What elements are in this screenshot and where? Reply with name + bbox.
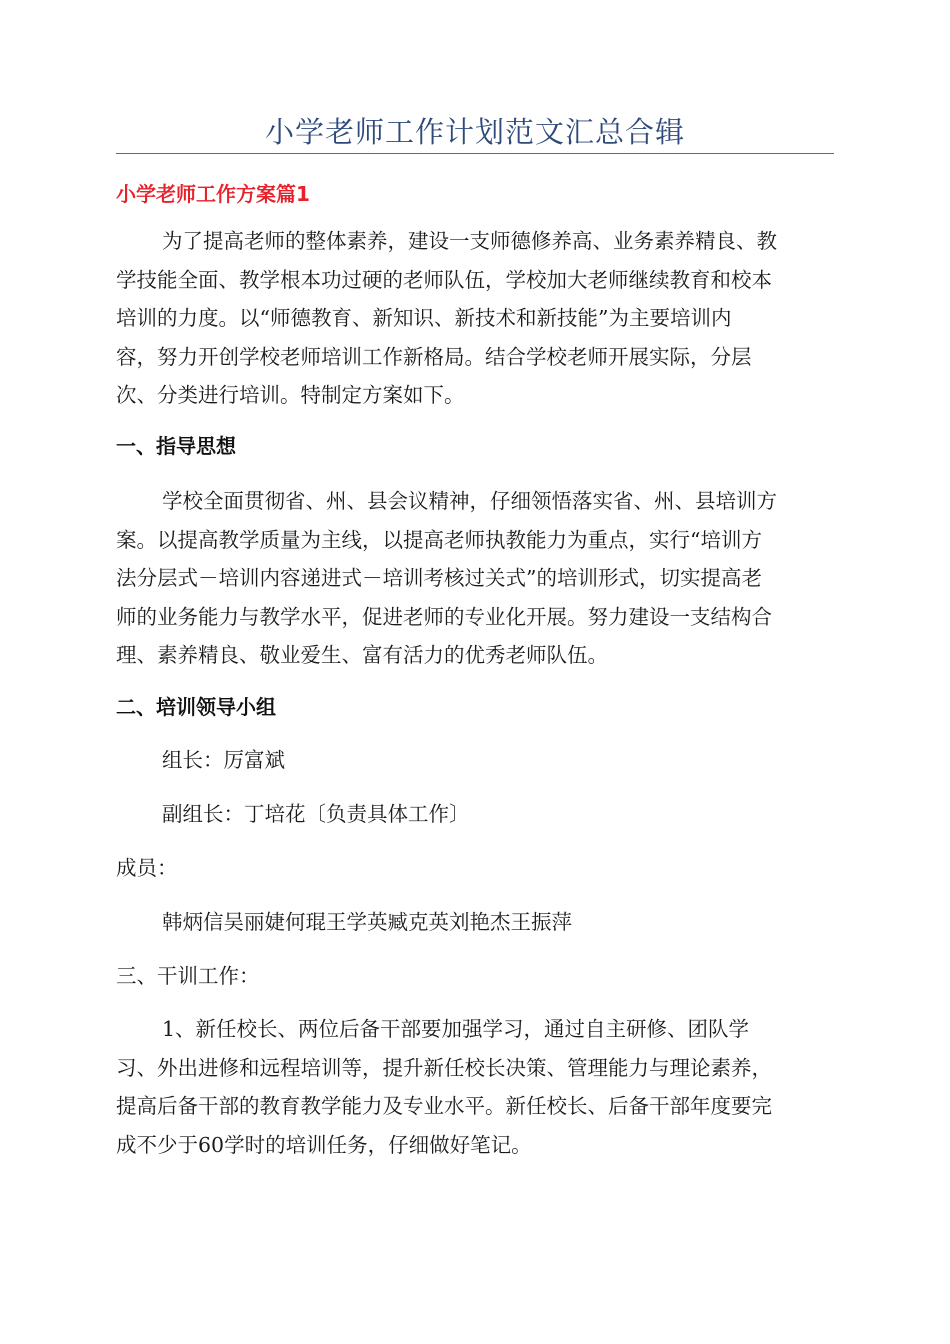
- members-list: 韩炳信吴丽婕何琨王学英臧克英刘艳杰王振萍: [162, 910, 572, 934]
- heading-leadership-group: 二、培训领导小组: [116, 695, 276, 719]
- intro-line: 为了提高老师的整体素养，建设一支师德修养高、业务素养精良、教: [162, 229, 777, 253]
- paragraph-line: 习、外出进修和远程培训等，提升新任校长决策、管理能力与理论素养，: [116, 1055, 772, 1080]
- paragraph-line: 成不少于60学时的培训任务，仔细做好笔记。: [116, 1132, 532, 1157]
- title-underline: [116, 153, 834, 154]
- paragraph-line: 法分层式－培训内容递进式－培训考核过关式”的培训形式，切实提高老: [116, 566, 762, 590]
- guiding-thought-paragraph: [116, 482, 834, 675]
- intro-line: 培训的力度。以“师德教育、新知识、新技术和新技能”为主要培训内: [116, 306, 732, 330]
- paragraph-line: 理、素养精良、敬业爱生、富有活力的优秀老师队伍。: [116, 643, 608, 667]
- intro-line: 学技能全面、教学根本功过硬的老师队伍，学校加大老师继续教育和校本: [116, 267, 772, 292]
- paragraph-line: 1、新任校长、两位后备干部要加强学习，通过自主研修、团队学: [162, 1017, 750, 1041]
- paragraph-line: 学校全面贯彻省、州、县会议精神，仔细领悟落实省、州、县培训方: [162, 489, 777, 513]
- section-title: 小学老师工作方案篇1: [116, 182, 310, 206]
- paragraph-line: 提高后备干部的教育教学能力及专业水平。新任校长、后备干部年度要完: [116, 1094, 772, 1118]
- document-title: 小学老师工作计划范文汇总合辑: [264, 115, 685, 149]
- paragraph-line: 师的业务能力与教学水平，促进老师的专业化开展。努力建设一支结构合: [116, 604, 772, 629]
- intro-line: 容，努力开创学校老师培训工作新格局。结合学校老师开展实际，分层: [116, 344, 752, 369]
- heading-guiding-thought: 一、指导思想: [116, 434, 236, 458]
- group-leader: 组长：厉富斌: [162, 748, 285, 772]
- members-label: 成员：: [116, 856, 178, 880]
- group-vice-leader: 副组长：丁培花〔负责具体工作〕: [162, 802, 470, 826]
- paragraph-line: 案。以提高教学质量为主线，以提高老师执教能力为重点，实行“培训方: [116, 527, 762, 552]
- cadre-training-paragraph: [116, 1010, 834, 1164]
- heading-cadre-training: 三、干训工作：: [116, 964, 260, 988]
- intro-line: 次、分类进行培训。特制定方案如下。: [116, 383, 465, 407]
- intro-paragraph: [116, 222, 834, 415]
